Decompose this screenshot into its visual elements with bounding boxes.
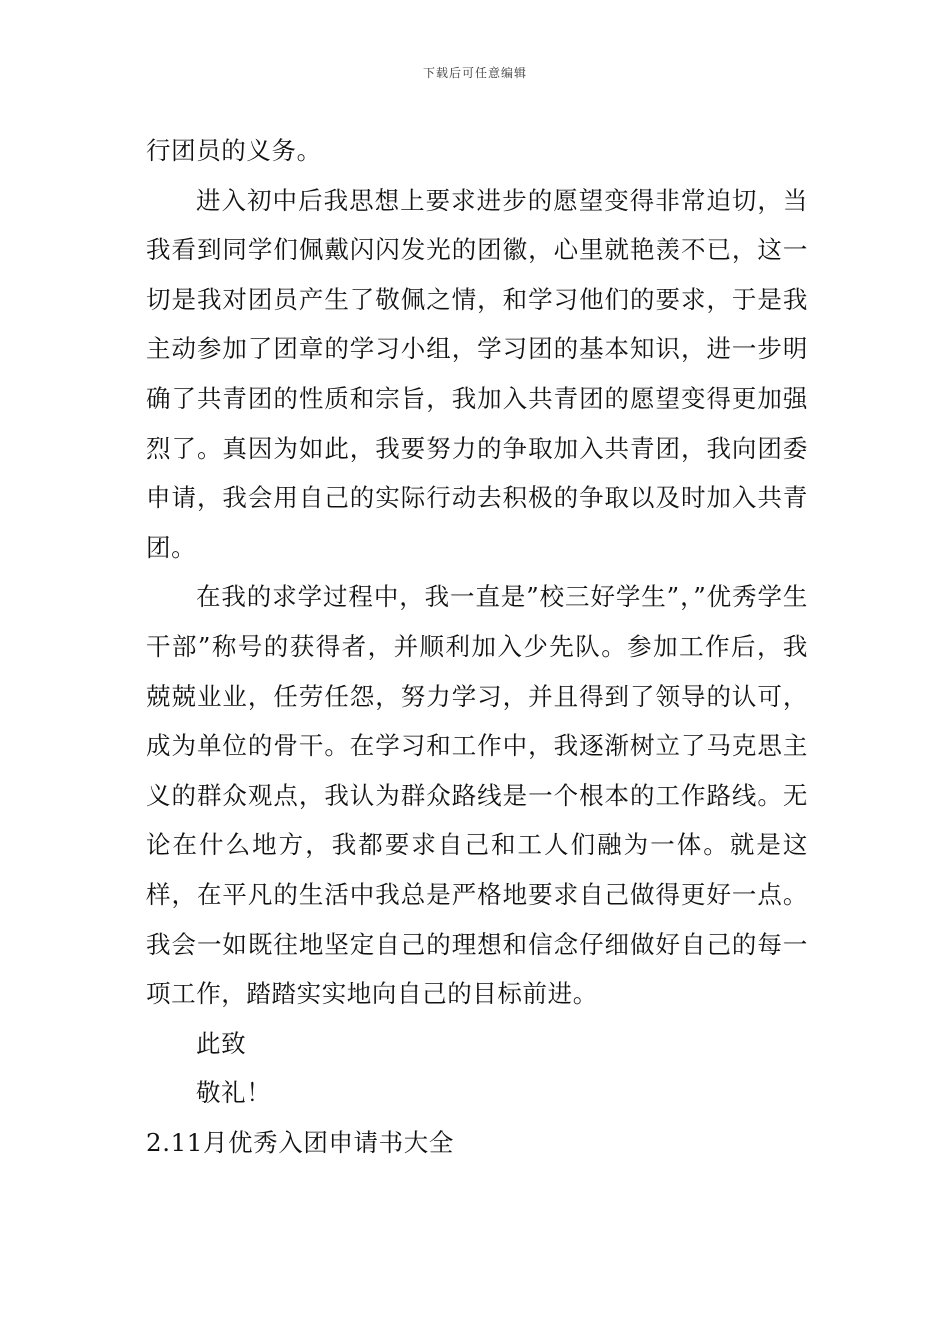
closing-regards: 敬礼！ [196,1078,272,1108]
paragraph-aspiration: 进入初中后我思想上要求进步的愿望变得非常迫切，当我看到同学们佩戴闪闪发光的团徽，心里就艳羡不已，这一切是我对团员产生了敬佩之情，和学习他们的要求，于是我主动参加了团章的学习小组，学习团的基本知识，进一步明确了共青团的性质和宗旨，我加入共青团的愿望变得更加强烈了。真因为如此，我要努力的争取加入共青团，我向团委申请，我会用自己的实际行动去积极的争取以及时加入共青团。 [146,185,808,562]
paragraph-experience: 在我的求学过程中，我一直是”校三好学生”，”优秀学生干部”称号的获得者，并顺利加入少先队。参加工作后，我兢兢业业，任劳任怨，努力学习，并且得到了领导的认可，成为单位的骨干。在学习和工作中，我逐渐树立了马克思主义的群众观点，我认为群众路线是一个根本的工作路线。无论在什么地方，我都要求自己和工人们融为一体。就是这样，在平凡的生活中我总是严格地要求自己做得更好一点。我会一如既往地坚定自己的理想和信念仔细做好自己的每一项工作，踏踏实实地向自己的目标前进。 [146,582,808,1009]
paragraph-continuation: 行团员的义务。 [146,136,322,165]
page-header: 下载后可任意编辑 [422,66,527,80]
closing-salutation: 此致 [196,1028,247,1058]
section-heading: 2.11月优秀入团申请书大全 [146,1127,454,1157]
document-body [146,126,808,1167]
